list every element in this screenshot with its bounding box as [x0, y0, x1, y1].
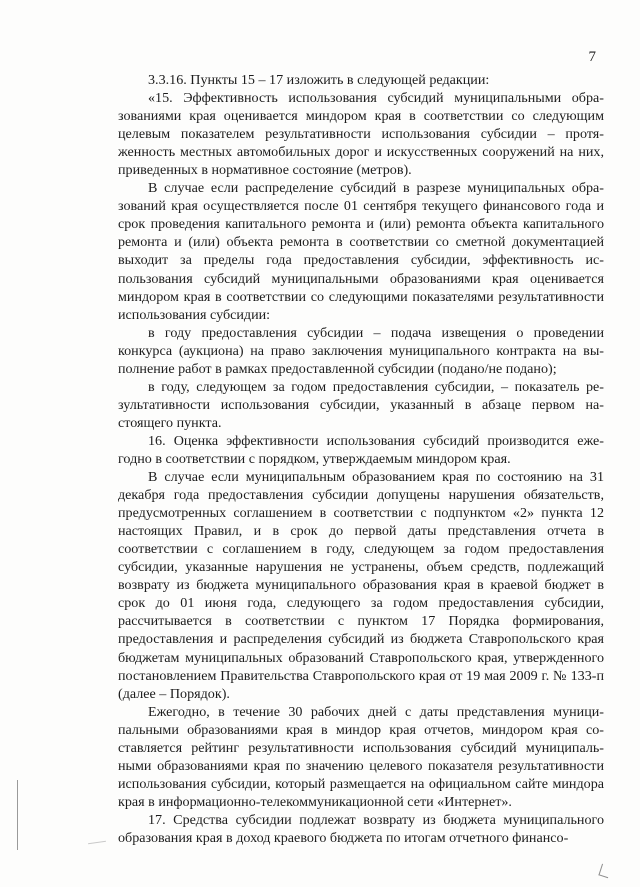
paragraph-item-17: 17. Средства субсидии подлежат возврату из бюджета муниципального образования края в доход краевого бюджета по итогам отчетного финансо-: [118, 811, 604, 846]
scan-margin-line: [17, 780, 18, 850]
paragraph-annual-rating: Ежегодно, в течение 30 рабочих дней с даты представления муниципальными образованиями края в миндор края отчетов, миндором края составляется рейтинг результативности использования субсидий муниципальными образованиями края по значению целевого показателя результативности использования субсидии, который размещается на официальном сайте миндора края в информационно-телекоммуникационной сети «Интернет».: [118, 703, 604, 810]
paragraph-violations-case: В случае если муниципальным образованием края по состоянию на 31 декабря года предоставления субсидии допущены нарушения обязательств, предусмотренных соглашением в соответствии с подпунктом «2» пункта 12 настоящих Правил, и в срок до первой даты представления отчета в соответствии с соглашением в году, следующем за годом предоставления субсидии, указанные нарушения не устранены, объем средств, подлежащий возврату из бюджета муниципального образования края в краевой бюджет в срок до 01 июня года, следующего за годом предоставления субсидии, рассчитывается в соответствии с пунктом 17 Порядка формирования, предоставления и распределения субсидий из бюджета Ставропольского края бюджетам муниципальных образований Ставропольского края, утвержденного постановлением Правительства Ставропольского края от 19 мая 2009 г. № 133-п (далее – Порядок).: [118, 469, 604, 702]
paragraph-year-after-subsidy: в году, следующем за годом предоставления субсидии, – показатель результативности использования субсидии, указанный в абзаце первом настоящего пункта.: [118, 378, 604, 431]
paragraph-year-of-subsidy: в году предоставления субсидии – подача извещения о проведении конкурса (аукциона) на право заключения муниципального контракта на выполнение работ в рамках предоставленной субсидии (подано/не подано);: [118, 324, 604, 377]
scan-speck: [88, 841, 106, 844]
paragraph-item-15: «15. Эффективность использования субсидий муниципальными образованиями края оценивается миндором края в соответствии со следующим целевым показателем результативности использования субсидии – протяженность местных автомобильных дорог и искусственных сооружений на них, приведенных в нормативное состояние (метров).: [118, 90, 604, 179]
paragraph-distribution-case: В случае если распределение субсидий в разрезе муниципальных образований края осуществляется после 01 сентября текущего финансового года и срок проведения капитального ремонта и (или) ремонта объекта капитального ремонта и (или) объекта ремонта в соответствии со сметной документацией выходит за пределы года предоставления субсидии, эффективность использования субсидий муниципальными образованиями края оценивается миндором края в соответствии со следующими показателями результативности использования субсидии:: [118, 180, 604, 323]
page-number: 7: [588, 49, 596, 65]
paragraph-3-3-16-intro: 3.3.16. Пункты 15 – 17 изложить в следующей редакции:: [148, 72, 490, 88]
paragraph-item-16: 16. Оценка эффективности использования субсидий производится ежегодно в соответствии с порядком, утверждаемым миндором края.: [118, 432, 604, 467]
document-body: [118, 71, 604, 847]
corner-pen-mark: [598, 864, 611, 879]
